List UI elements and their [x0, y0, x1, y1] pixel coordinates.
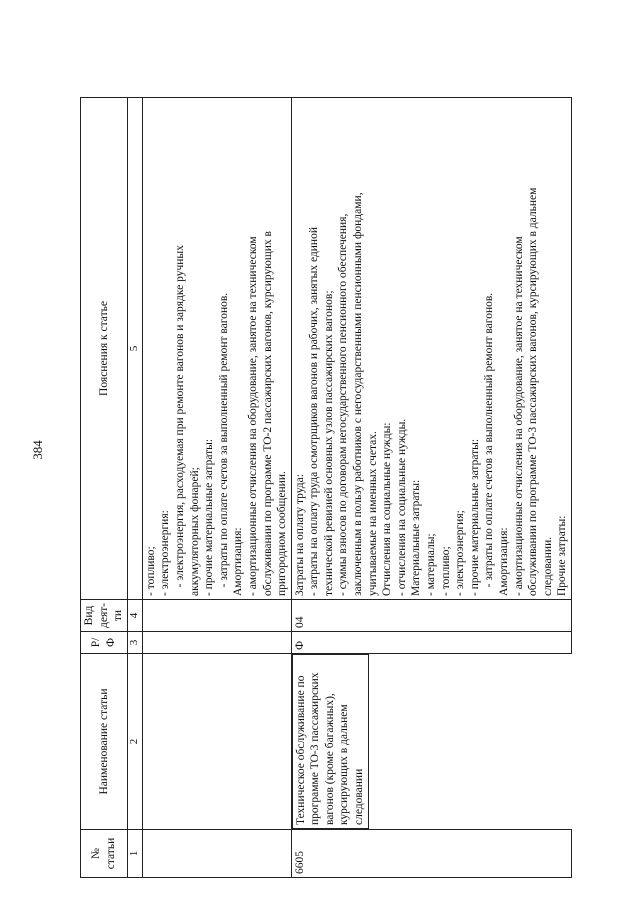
- explanation-line: - затраты на оплату труда осмотрщиков вагонов и рабочих, занятых единой: [308, 227, 321, 596]
- explanation-line: - электроэнергия:: [159, 510, 172, 596]
- explanation-line: - отчисления на социальные нужды.: [395, 418, 408, 596]
- header-explanation: Пояснения к статье: [81, 98, 128, 600]
- header-plan-fact: Р/ Ф: [81, 632, 128, 654]
- explanation-line: обслуживании по программе ТО-3 пассажирских вагонов, курсирующих в дальнем: [527, 187, 540, 596]
- explanation-line: - материалы;: [425, 533, 438, 596]
- explanation-cell-continued: [142, 98, 291, 600]
- column-index-row: [127, 98, 142, 878]
- explanation-line: Затраты на оплату труда:: [293, 474, 306, 596]
- column-index: 3: [127, 632, 142, 654]
- column-index: 2: [127, 654, 142, 830]
- cell-empty: [142, 632, 291, 654]
- explanation-line: Прочие затраты:: [556, 515, 569, 596]
- explanation-line: Амортизация:: [232, 527, 245, 596]
- explanation-line: Отчисления на социальные нужды:: [381, 422, 394, 596]
- item-number: 6605: [291, 830, 571, 878]
- explanation-line: Материальные затраты:: [410, 479, 423, 596]
- explanation-cell-6605: [291, 98, 571, 600]
- header-item-number: № статьи: [81, 830, 128, 878]
- explanation-line: - затраты по оплате счетов за выполненный ремонт вагонов.: [217, 292, 230, 596]
- cell-empty: [142, 830, 291, 878]
- header-item-name: Наименование статьи: [81, 654, 128, 830]
- column-index: 1: [127, 830, 142, 878]
- explanation-line: - амортизационные отчисления на оборудование, занятое на техническом: [246, 236, 259, 596]
- rotated-page: [80, 98, 569, 878]
- explanation-line: - затраты по оплате счетов за выполненный ремонт вагонов.: [483, 292, 496, 596]
- plan-fact-mark: Ф: [291, 632, 571, 654]
- explanation-line: Амортизация:: [498, 527, 510, 596]
- explanation-line: - электроэнергия, расходуемая при ремонте вагонов и зарядке ручных: [173, 245, 186, 596]
- explanation-line: - амортизационные отчисления на оборудование, занятое на техническом: [512, 236, 525, 596]
- cell-empty: [142, 654, 291, 830]
- explanation-line: - прочие материальные затраты:: [468, 438, 481, 596]
- explanation-line: следовании.: [541, 536, 554, 596]
- header-activity-type: Вид деят-ти: [81, 600, 128, 632]
- explanation-line: аккумуляторных фонарей;: [188, 467, 201, 596]
- explanation-line: - суммы взносов по договорам негосударственного пенсионного обеспечения,: [337, 213, 350, 596]
- table-row-6605: [291, 98, 571, 878]
- explanation-line: - электроэнергия;: [454, 510, 467, 596]
- explanation-line: заключенным в пользу работников с негосударственными пенсионными фондами,: [352, 192, 365, 596]
- table-row-continued: [142, 98, 291, 878]
- explanation-line: - топливо;: [439, 546, 452, 596]
- table-header-row: [81, 98, 128, 878]
- activity-type: 04: [291, 600, 571, 632]
- column-index: 5: [127, 98, 142, 600]
- cost-items-table: [80, 97, 572, 878]
- cell-empty: [142, 600, 291, 632]
- explanation-line: пригородном сообщении.: [276, 471, 289, 596]
- explanation-line: - топливо;: [144, 546, 157, 596]
- column-index: 4: [127, 600, 142, 632]
- explanation-line: учитываемые на именных счетах.: [366, 431, 379, 596]
- explanation-line: технической ревизией основных узлов пассажирских вагонов;: [322, 290, 335, 596]
- item-name: Техническое обслуживание по программе ТО-3 пассажирских вагонов (кроме багажных), курсирующих в дальнем следовании: [292, 654, 369, 829]
- explanation-line: обслуживании по программе ТО-2 пассажирских вагонов, курсирующих в: [261, 231, 274, 596]
- page-number: 384: [30, 440, 45, 460]
- explanation-line: - прочие материальные затраты:: [203, 438, 216, 596]
